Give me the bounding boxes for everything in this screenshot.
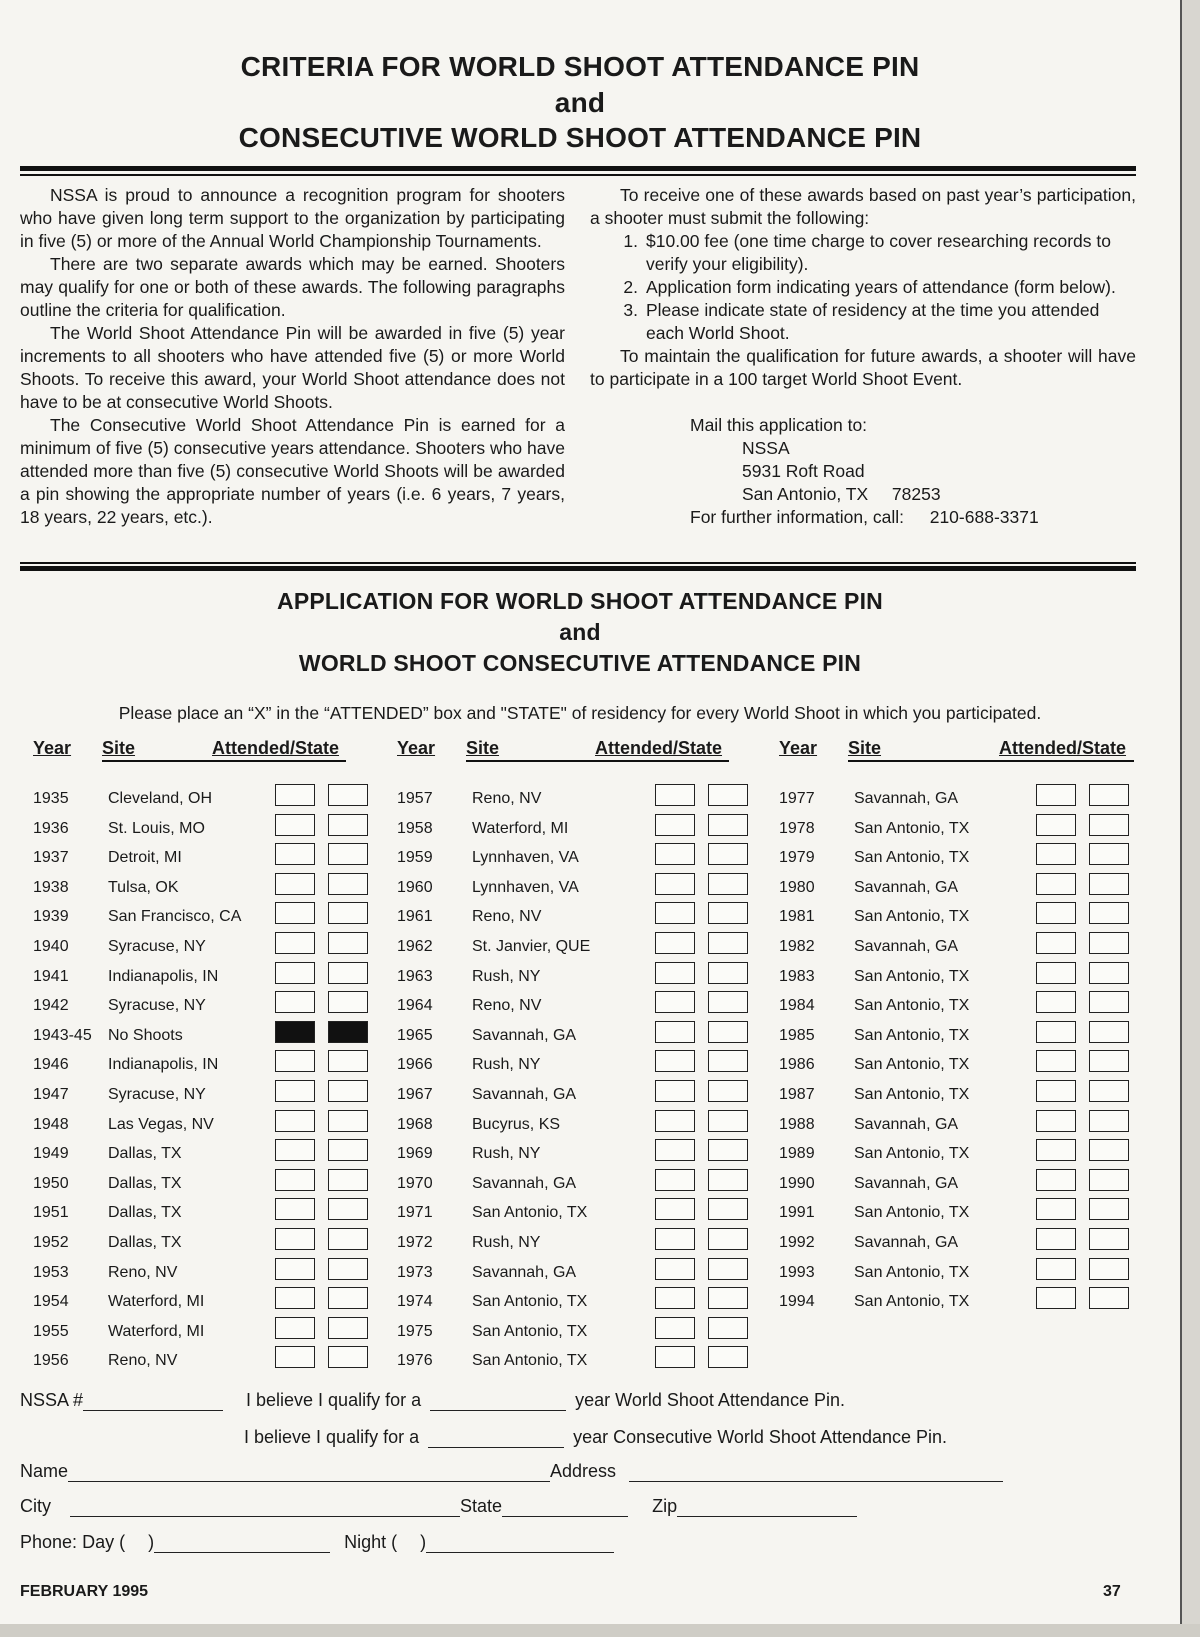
state-input-box[interactable] [1089,1080,1129,1102]
table-row [0,1025,1160,1047]
header-site: Site [848,738,882,758]
mail-zip: 78253 [891,484,941,504]
attended-checkbox[interactable] [655,1346,695,1368]
header-year: Year [779,738,818,758]
table-row [0,995,1160,1017]
row-site: Rush, NY [472,1234,541,1251]
row-year: 1956 [33,1352,69,1370]
row-site: St. Janvier, QUE [472,938,591,955]
qualify-attendance-pre: I believe I qualify for a [246,1390,422,1410]
row-year: 1935 [33,790,69,807]
phone-number: 210-688-3371 [929,507,1039,527]
qualify-consecutive-pre: I believe I qualify for a [244,1427,420,1447]
attended-checkbox[interactable] [1036,1169,1076,1191]
table-row [0,966,1160,988]
attended-checkbox[interactable] [1036,873,1076,895]
row-site: Detroit, MI [108,849,182,867]
application-instructions: Please place an “X” in the “ATTENDED” box and "STATE" of residency for every World Shoot in which you participated. [118,703,1042,723]
row-year: 1985 [779,1026,815,1044]
header-attended: Attended/State [212,738,340,758]
row-site: San Antonio, TX [854,1293,970,1311]
phone-label: For further information, call: [690,507,904,527]
row-year: 1949 [33,1145,69,1163]
row-site: Reno, NV [472,790,542,807]
city-blank[interactable] [70,1498,460,1517]
city-state-zip-field [20,1496,857,1517]
qualify-attendance-field [246,1390,845,1411]
row-year: 1992 [779,1234,815,1251]
nssa-label: NSSA # [20,1390,84,1410]
row-year: 1990 [779,1174,815,1192]
row-site: Syracuse, NY [108,1086,206,1103]
night-label: Night ( [344,1532,398,1552]
row-year: 1968 [397,1115,433,1133]
mail-city-line [690,483,1136,506]
night-close-paren: ) [420,1532,427,1552]
row-site: Syracuse, NY [108,997,206,1015]
issue-date: FEBRUARY 1995 [20,1583,149,1600]
page-spine [1180,0,1200,1637]
row-site: San Antonio, TX [854,967,970,985]
header-site: Site [466,738,500,758]
row-site: Cleveland, OH [108,790,213,807]
nssa-number-field[interactable] [20,1390,223,1411]
application-title-line3: WORLD SHOOT CONSECUTIVE ATTENDANCE PIN [298,650,862,676]
attended-checkbox[interactable] [1036,902,1076,924]
table-row [0,1173,1160,1195]
criteria-right-column [590,184,1136,529]
qualify-attendance-post: year World Shoot Attendance Pin. [575,1390,845,1410]
criteria-paragraph-2: There are two separate awards which may be earned. Shooters may qualify for one or both of these awards. The following paragraphs outline the criteria for qualification. [20,254,565,320]
row-year: 1960 [397,878,433,896]
name-blank[interactable] [68,1463,550,1482]
row-site: Waterford, MI [108,1322,205,1340]
row-site: Lynnhaven, VA [472,849,579,867]
row-year: 1984 [779,997,815,1015]
mail-label: Mail this application to: [690,415,868,435]
row-year: 1950 [33,1174,69,1192]
row-site: San Francisco, CA [108,908,242,926]
row-site: Dallas, TX [108,1145,182,1163]
city-label: City [20,1496,51,1516]
table-row [0,936,1160,958]
table-row [0,1084,1160,1106]
row-site: San Antonio, TX [472,1352,588,1370]
state-input-box[interactable] [1089,1198,1129,1220]
state-label: State [460,1496,503,1516]
attended-checkbox[interactable] [1036,784,1076,806]
row-site: Rush, NY [472,1056,541,1074]
day-phone-blank[interactable] [154,1534,330,1553]
row-year: 1943-45 [33,1026,92,1044]
row-year: 1958 [397,819,433,837]
requirement-item-2 [590,276,1136,299]
row-site: Reno, NV [108,1263,178,1281]
row-year: 1969 [397,1145,433,1163]
state-input-box[interactable] [1089,1228,1129,1250]
row-site: Syracuse, NY [108,938,206,955]
table-row [0,1262,1160,1284]
criteria-paragraph-3: The World Shoot Attendance Pin will be awarded in five (5) year increments to all shooters who have attended five (5) or more World Shoots. To receive this award, your World Shoot attendance does not have to be at consecutive World Shoots. [20,323,565,412]
table-row [0,1143,1160,1165]
row-year: 1955 [33,1322,69,1340]
row-year: 1993 [779,1263,815,1281]
attended-checkbox[interactable] [1036,843,1076,865]
row-site: Savannah, GA [472,1174,577,1192]
row-year: 1979 [779,849,815,867]
row-site: Savannah, GA [854,1115,959,1133]
row-site: St. Louis, MO [108,819,205,837]
row-site: Bucyrus, KS [472,1115,561,1133]
row-site: San Antonio, TX [854,997,970,1015]
state-input-box[interactable] [1089,991,1129,1013]
criteria-paragraph-4: The Consecutive World Shoot Attendance Pin is earned for a minimum of five (5) consecutive years attendance. Shooters who have attended more than five (5) consecutive World Shoots will be awarded a pin showing the appropriate number of years (i.e. 6 years, 7 years, 18 years, 22 years, etc.). [20,415,565,527]
day-label: Day ( [82,1532,126,1552]
row-year: 1972 [397,1234,433,1251]
qualify-consecutive-post: year Consecutive World Shoot Attendance Pin. [573,1427,948,1447]
row-year: 1986 [779,1056,815,1074]
requirement-number: 1. [623,231,638,251]
header-underline [848,760,1134,762]
requirement-number: 3. [623,300,638,320]
attended-checkbox[interactable] [1036,991,1076,1013]
row-year: 1965 [397,1026,433,1044]
row-year: 1936 [33,819,69,837]
row-site: Savannah, GA [854,938,959,955]
row-site: Savannah, GA [854,1234,959,1251]
row-site: Rush, NY [472,1145,541,1163]
page-bottom-edge [0,1624,1200,1637]
criteria-title-line2: and [554,87,606,118]
name-address-field [20,1461,1003,1482]
row-year: 1962 [397,938,433,955]
row-site: Savannah, GA [854,1174,959,1192]
top-rule-thin [20,174,1136,176]
row-year: 1966 [397,1056,433,1074]
row-year: 1959 [397,849,433,867]
row-site: Dallas, TX [108,1174,182,1192]
row-site: San Antonio, TX [854,1263,970,1281]
row-site: Tulsa, OK [108,878,179,896]
requirement-number: 2. [623,277,638,297]
row-year: 1991 [779,1204,815,1222]
header-year: Year [397,738,436,758]
row-site: Savannah, GA [472,1026,577,1044]
requirements-intro: To receive one of these awards based on past year’s participation, a shooter must submit the following: [590,185,1136,228]
table-row [0,1321,1160,1343]
row-site: Savannah, GA [854,790,959,807]
row-site: Waterford, MI [472,819,569,837]
row-site: Dallas, TX [108,1234,182,1251]
phone-form-label: Phone: [20,1532,78,1552]
table-row [0,906,1160,928]
row-year: 1963 [397,967,433,985]
state-input-box[interactable] [1089,843,1129,865]
row-site: San Antonio, TX [854,1026,970,1044]
header-attended: Attended/State [595,738,723,758]
row-site: San Antonio, TX [472,1293,588,1311]
row-year: 1980 [779,878,815,896]
day-close-paren: ) [148,1532,155,1552]
table-row [0,1202,1160,1224]
phone-field [20,1532,614,1553]
state-input-box[interactable] [1089,1110,1129,1132]
table-row [0,788,1160,810]
address-label: Address [550,1461,617,1481]
state-input-box[interactable] [1089,1258,1129,1280]
mid-rule-thick [20,566,1136,571]
requirement-item-1 [590,230,1136,276]
requirement-item-3 [590,299,1136,345]
row-year: 1961 [397,908,433,926]
attended-checkbox[interactable] [1036,814,1076,836]
row-year: 1937 [33,849,69,867]
row-site: Savannah, GA [472,1086,577,1103]
row-site: Waterford, MI [108,1293,205,1311]
requirement-text: Application form indicating years of attendance (form below). [646,277,1116,297]
attended-checkbox[interactable] [1036,1198,1076,1220]
requirement-text: $10.00 fee (one time charge to cover researching records to verify your eligibility). [646,231,1111,274]
row-year: 1971 [397,1204,433,1222]
row-site: Lynnhaven, VA [472,878,579,896]
state-input-box[interactable] [1089,1169,1129,1191]
row-year: 1987 [779,1086,815,1103]
zip-label: Zip [652,1496,678,1516]
address-blank[interactable] [629,1463,1003,1482]
criteria-paragraph-1: NSSA is proud to announce a recognition program for shooters who have given long term support to the organization by participating in five (5) or more of the Annual World Championship Tournaments. [20,185,565,251]
row-site: Reno, NV [472,997,542,1015]
state-input-box[interactable] [1089,902,1129,924]
state-input-box[interactable] [1089,932,1129,954]
attended-checkbox[interactable] [1036,1021,1076,1043]
consecutive-years-blank[interactable] [428,1429,564,1448]
attended-checkbox[interactable] [1036,1258,1076,1280]
name-label: Name [20,1461,69,1481]
criteria-title-line1: CRITERIA FOR WORLD SHOOT ATTENDANCE PIN [240,51,920,82]
attended-checkbox[interactable] [1036,1287,1076,1309]
state-input-box[interactable] [1089,784,1129,806]
row-year: 1951 [33,1204,69,1222]
row-site: Indianapolis, IN [108,967,219,985]
row-year: 1989 [779,1145,815,1163]
mail-city: San Antonio, TX [742,484,869,504]
row-site: No Shoots [108,1026,183,1044]
mid-rule-thin [20,562,1136,564]
state-input-box[interactable] [1089,1021,1129,1043]
top-rule-thick [20,166,1136,171]
row-site: Reno, NV [472,908,542,926]
row-site: San Antonio, TX [472,1322,588,1340]
table-row [0,847,1160,869]
row-site: San Antonio, TX [854,819,970,837]
state-input-box[interactable] [1089,873,1129,895]
attended-checkbox[interactable] [655,1317,695,1339]
table-row [0,818,1160,840]
zip-blank[interactable] [677,1498,857,1517]
header-year: Year [33,738,72,758]
row-year: 1954 [33,1293,69,1311]
row-year: 1938 [33,878,69,896]
row-year: 1941 [33,967,69,985]
header-underline [466,760,729,762]
table-row [0,1054,1160,1076]
row-site: San Antonio, TX [854,849,970,867]
row-site: Las Vegas, NV [108,1115,214,1133]
mail-name: NSSA [742,438,790,458]
attended-checkbox[interactable] [1036,1110,1076,1132]
state-input-box[interactable] [1089,1287,1129,1309]
mail-instructions [590,414,1136,529]
header-underline [102,760,346,762]
row-year: 1953 [33,1263,69,1281]
row-year: 1942 [33,997,69,1015]
row-year: 1974 [397,1293,433,1311]
row-site: Savannah, GA [854,878,959,896]
row-site: Indianapolis, IN [108,1056,219,1074]
maintain-qualification-text: To maintain the qualification for future awards, a shooter will have to participate in a 100 target World Shoot Event. [590,346,1136,389]
state-input-box[interactable] [708,1346,748,1368]
state-input-box[interactable] [708,1317,748,1339]
table-row [0,1291,1160,1313]
table-row [0,1350,1160,1372]
state-blank[interactable] [502,1498,628,1517]
row-year: 1948 [33,1115,69,1133]
page-number: 37 [1103,1583,1121,1600]
header-site: Site [102,738,136,758]
state-input-box[interactable] [1089,1050,1129,1072]
attended-checkbox[interactable] [1036,1050,1076,1072]
row-year: 1946 [33,1056,69,1074]
table-row [0,877,1160,899]
attended-checkbox[interactable] [1036,962,1076,984]
header-attended: Attended/State [999,738,1127,758]
row-year: 1970 [397,1174,433,1192]
nssa-number-blank[interactable] [83,1392,223,1411]
criteria-left-column [20,184,565,529]
row-site: San Antonio, TX [472,1204,588,1222]
row-year: 1983 [779,967,815,985]
row-year: 1988 [779,1115,815,1133]
row-site: San Antonio, TX [854,908,970,926]
row-site: Dallas, TX [108,1204,182,1222]
night-phone-blank[interactable] [426,1534,614,1553]
row-year: 1952 [33,1234,69,1251]
row-site: San Antonio, TX [854,1086,970,1103]
attendance-years-blank[interactable] [430,1392,566,1411]
criteria-title-line3: CONSECUTIVE WORLD SHOOT ATTENDANCE PIN [238,122,922,153]
attended-checkbox[interactable] [1036,932,1076,954]
state-input-box[interactable] [1089,962,1129,984]
qualify-consecutive-field [244,1427,947,1448]
attended-checkbox[interactable] [1036,1228,1076,1250]
row-site: Savannah, GA [472,1263,577,1281]
table-row [0,1114,1160,1136]
state-input-box[interactable] [1089,1139,1129,1161]
attended-checkbox[interactable] [1036,1139,1076,1161]
row-year: 1964 [397,997,433,1015]
phone-line [690,506,1136,529]
row-year: 1973 [397,1263,433,1281]
row-site: San Antonio, TX [854,1056,970,1074]
row-site: San Antonio, TX [854,1204,970,1222]
row-year: 1982 [779,938,815,955]
row-year: 1978 [779,819,815,837]
row-year: 1967 [397,1086,433,1103]
requirement-text: Please indicate state of residency at the time you attended each World Shoot. [646,300,1100,343]
state-input-box[interactable] [1089,814,1129,836]
row-year: 1977 [779,790,815,807]
attended-checkbox[interactable] [1036,1080,1076,1102]
row-site: Rush, NY [472,967,541,985]
row-year: 1957 [397,790,433,807]
row-year: 1939 [33,908,69,926]
row-site: Reno, NV [108,1352,178,1370]
mail-street: 5931 Roft Road [742,461,865,481]
application-title-line2: and [559,619,601,645]
row-year: 1981 [779,908,815,926]
row-year: 1994 [779,1293,815,1311]
row-year: 1940 [33,938,69,955]
row-year: 1947 [33,1086,69,1103]
row-site: San Antonio, TX [854,1145,970,1163]
row-year: 1976 [397,1352,433,1370]
row-year: 1975 [397,1322,433,1340]
table-row [0,1232,1160,1254]
application-title-line1: APPLICATION FOR WORLD SHOOT ATTENDANCE PIN [277,588,883,614]
